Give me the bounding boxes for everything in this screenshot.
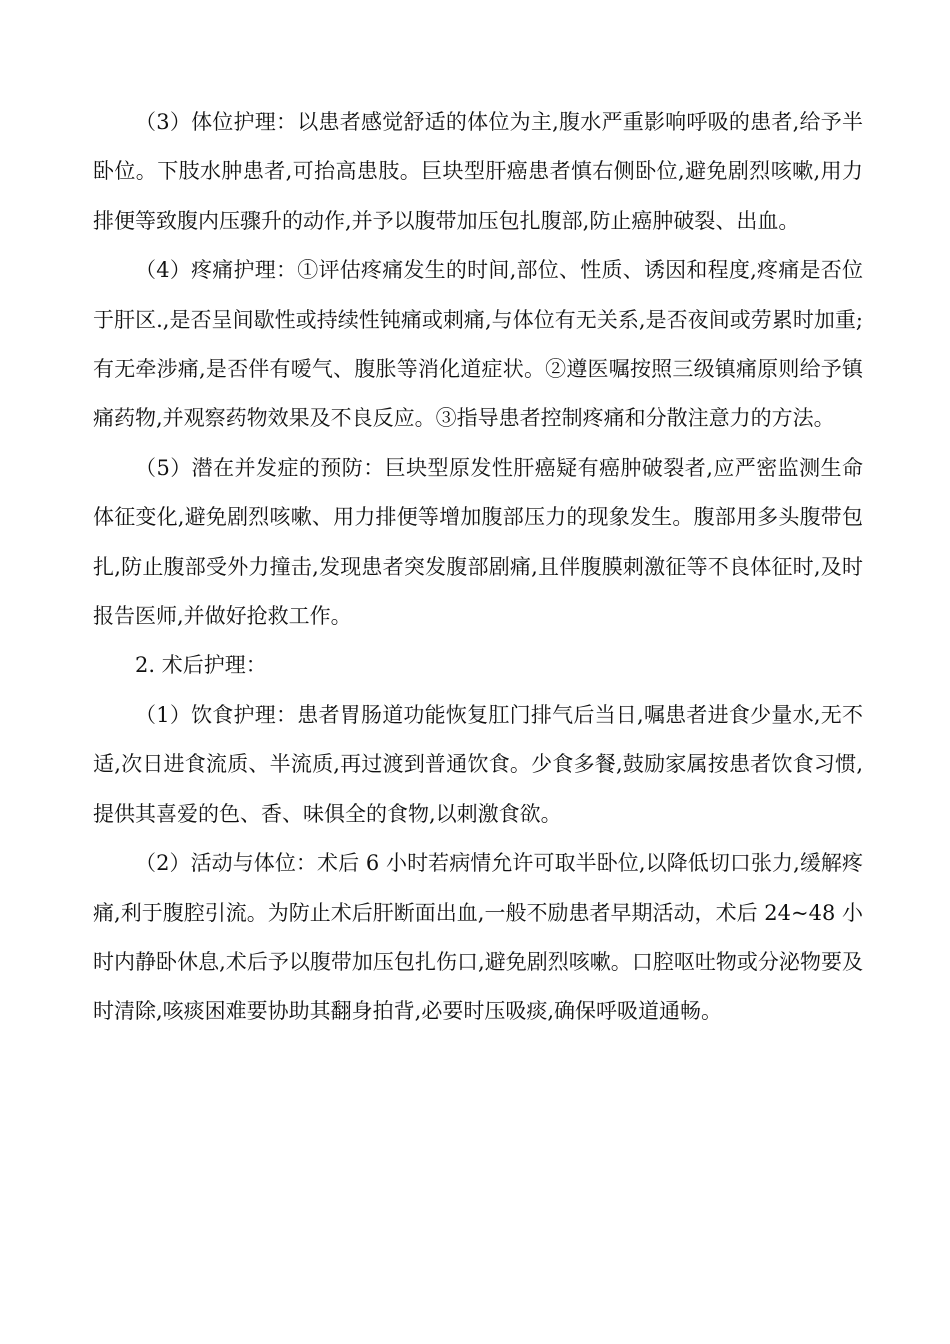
paragraph-pain-care: （4）疼痛护理：①评估疼痛发生的时间,部位、性质、诱因和程度,疼痛是否位于肝区.,是否呈间歇性或持续性钝痛或刺痛,与体位有无关系,是否夜间或劳累时加重;有无牵涉痛,是否伴有嗳气、腹胀等消化道症状。②遵医嘱按照三级镇痛原则给予镇痛药物,并观察药物效果及不良反应。③指导患者控制疼痛和分散注意力的方法。: [93, 258, 863, 431]
document-page: [93, 98, 863, 1037]
paragraph-activity-position: （2）活动与体位：术后 6 小时若病情允许可取半卧位,以降低切口张力,缓解疼痛,利于腹腔引流。为防止术后肝断面出血,一般不励患者早期活动，术后 24~48 小时内静卧休息,术后予以腹带加压包扎伤口,避免剧烈咳嗽。口腔呕吐物或分泌物要及时清除,咳痰困难要协助其翻身拍背,必要时压吸痰,确保呼吸道通畅。: [93, 851, 863, 1024]
paragraph-complication-prevention: （5）潜在并发症的预防：巨块型原发性肝癌疑有癌肿破裂者,应严密监测生命体征变化,避免剧烈咳嗽、用力排便等增加腹部压力的现象发生。腹部用多头腹带包扎,防止腹部受外力撞击,发现患者突发腹部剧痛,且伴腹膜刺激征等不良体征时,及时报告医师,并做好抢救工作。: [93, 455, 863, 629]
paragraph-position-care: （3）体位护理：以患者感觉舒适的体位为主,腹水严重影响呼吸的患者,给予半卧位。下肢水肿患者,可抬高患肢。巨块型肝癌患者慎右侧卧位,避免剧烈咳嗽,用力排便等致腹内压骤升的动作,并予以腹带加压包扎腹部,防止癌肿破裂、出血。: [93, 110, 863, 233]
paragraph-diet-care: （1）饮食护理：患者胃肠道功能恢复肛门排气后当日,嘱患者进食少量水,无不适,次日进食流质、半流质,再过渡到普通饮食。少食多餐,鼓励家属按患者饮食习惯,提供其喜爱的色、香、味俱全的食物,以刺激食欲。: [93, 702, 863, 826]
section-heading-postoperative-care: 2. 术后护理：: [135, 653, 267, 678]
